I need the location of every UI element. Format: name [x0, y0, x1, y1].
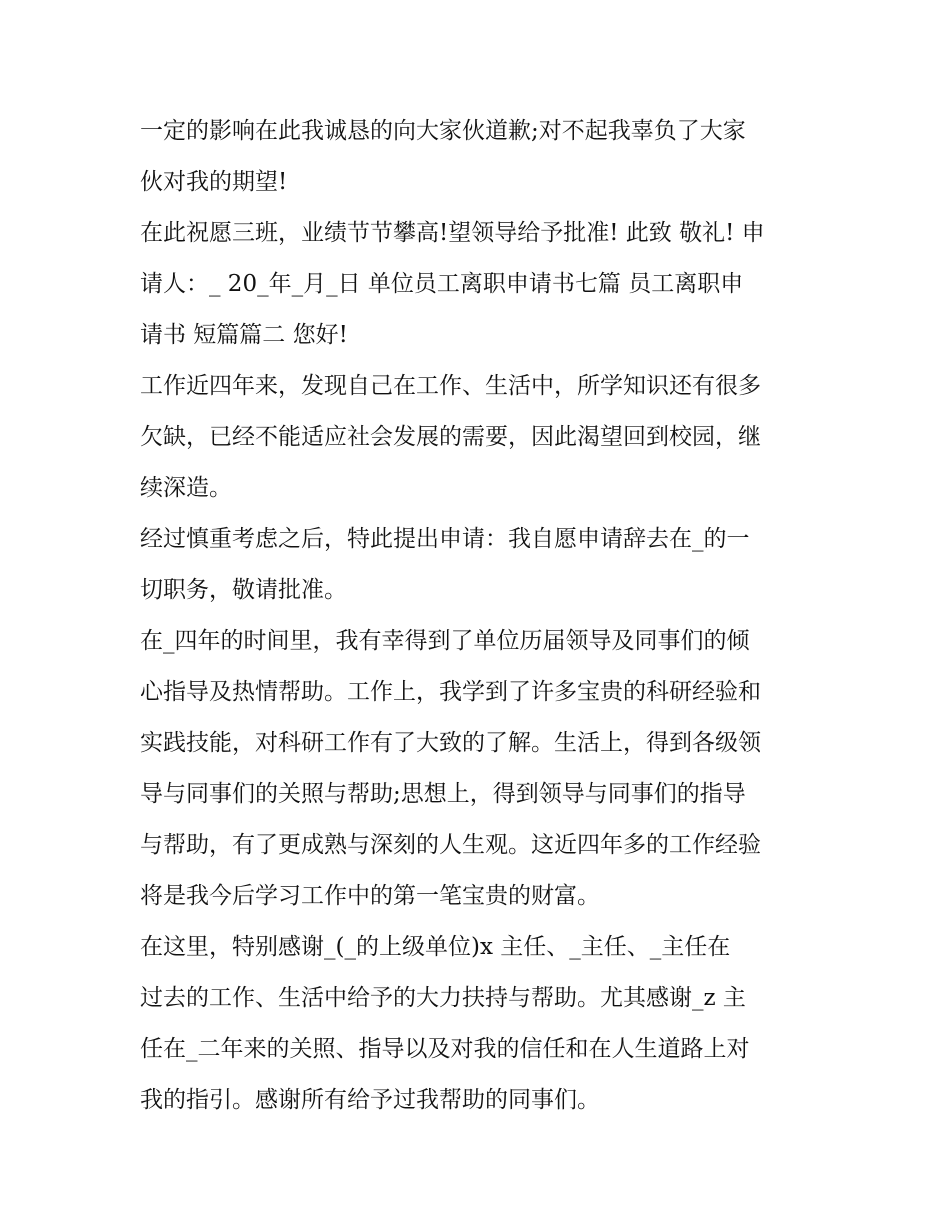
text-line: 一定的影响在此我诚恳的向大家伙道歉;对不起我辜负了大家 [140, 118, 746, 144]
text-line: 过去的工作、生活中给予的大力扶持与帮助。尤其感谢_z 主 [140, 985, 746, 1011]
text-line: 我的指引。感谢所有给予过我帮助的同事们。 [140, 1087, 600, 1113]
text-line: 在此祝愿三班，业绩节节攀高!望领导给予批准! 此致 敬礼! 申 [140, 220, 765, 246]
text-line: 实践技能，对科研工作有了大致的了解。生活上，得到各级领 [140, 730, 761, 756]
text-line: 请书 短篇篇二 您好! [140, 322, 348, 348]
text-line: 将是我今后学习工作中的第一笔宝贵的财富。 [140, 883, 600, 909]
text-line: 导与同事们的关照与帮助;思想上，得到领导与同事们的指导 [140, 781, 746, 807]
text-line: 伙对我的期望! [140, 169, 288, 195]
text-line: 任在_二年来的关照、指导以及对我的信任和在人生道路上对 [140, 1036, 750, 1062]
document-body [140, 106, 820, 1126]
text-line: 切职务，敬请批准。 [140, 577, 347, 603]
text-line: 续深造。 [140, 475, 232, 501]
text-line: 在这里，特别感谢_(_的上级单位)x 主任、_主任、_主任在 [140, 934, 731, 960]
text-line: 与帮助，有了更成熟与深刻的人生观。这近四年多的工作经验 [140, 832, 761, 858]
text-line: 心指导及热情帮助。工作上，我学到了许多宝贵的科研经验和 [140, 679, 761, 705]
text-line: 在_四年的时间里，我有幸得到了单位历届领导及同事们的倾 [140, 628, 750, 654]
text-line: 请人：_ 20_年_月_日 单位员工离职申请书七篇 员工离职申 [140, 271, 744, 297]
text-line: 欠缺，已经不能适应社会发展的需要，因此渴望回到校园，继 [140, 424, 761, 450]
text-line: 工作近四年来，发现自己在工作、生活中，所学知识还有很多 [140, 373, 761, 399]
text-line: 经过慎重考虑之后，特此提出申请：我自愿申请辞去在_的一 [140, 526, 750, 552]
